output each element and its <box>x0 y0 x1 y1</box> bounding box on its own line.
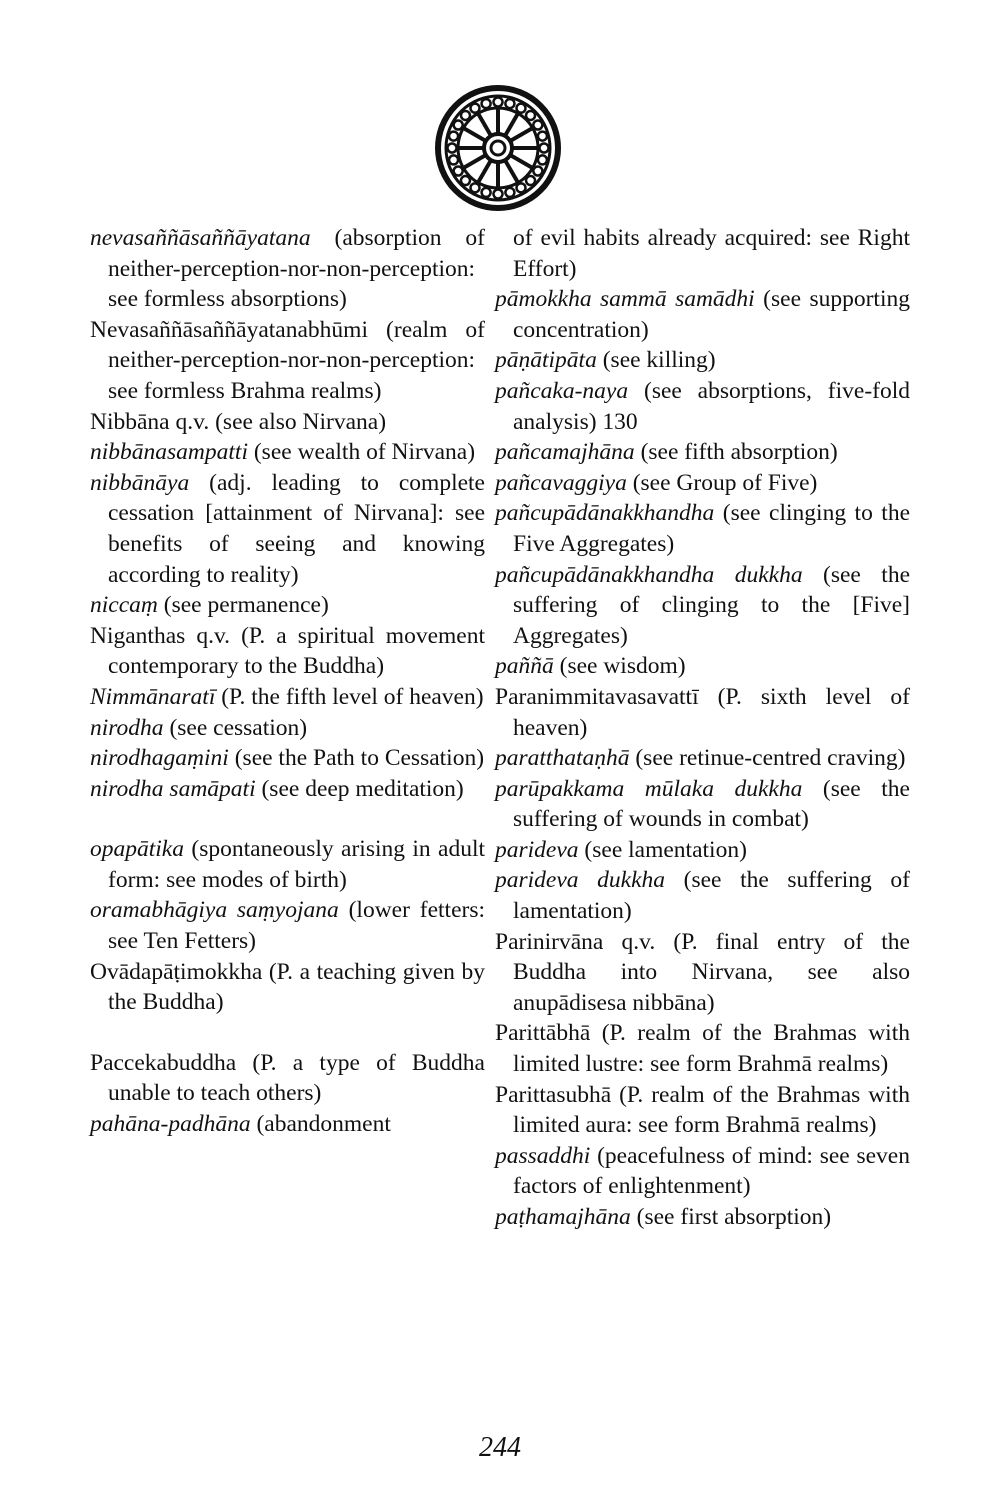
entry-gap <box>90 1018 485 1048</box>
glossary-term: Ovādapāṭimokkha <box>90 958 263 985</box>
glossary-term: parideva dukkha <box>495 867 666 894</box>
glossary-term: pāṇātipāta <box>495 347 597 374</box>
glossary-term: niccaṃ <box>90 592 158 619</box>
glossary-definition: (P. sixth level of heaven) <box>513 683 910 741</box>
glossary-entry <box>90 1109 485 1140</box>
glossary-term: paṭhamajhāna <box>495 1204 631 1230</box>
glossary-definition: (absorption of neither-perception-nor-non-perception: see formless absorptions) <box>108 225 485 313</box>
glossary-definition: (realm of neither-perception-nor-non-perception: see formless Brahma realms) <box>108 316 485 404</box>
glossary-definition: q.v. (P. a spiritual movement contemporary to the Buddha) <box>108 622 485 680</box>
glossary-entry <box>495 743 910 774</box>
glossary-term: Niganthas <box>90 622 186 649</box>
glossary-entry <box>495 560 910 652</box>
glossary-term: pañcavaggiya <box>495 469 627 496</box>
glossary-entry <box>495 437 910 468</box>
glossary-entry <box>90 834 485 895</box>
glossary-entry <box>495 774 910 835</box>
glossary-term: paññā <box>495 653 554 680</box>
glossary-definition: (see fifth absorption) <box>634 439 838 466</box>
glossary-term: Paccekabuddha <box>90 1049 237 1076</box>
glossary-term: Parittābhā <box>495 1020 591 1047</box>
glossary-definition: (lower fetters: see Ten Fetters) <box>108 897 486 955</box>
glossary-definition: (P. realm of the Brahmas with limited aura: see form Brahmā realms) <box>513 1081 910 1139</box>
glossary-term: Paranimmitavasavattī <box>495 683 699 710</box>
glossary-definition: (P. realm of the Brahmas with limited lustre: see form Brahmā realms) <box>513 1020 910 1078</box>
glossary-term: opapātika <box>90 836 184 863</box>
glossary-entry <box>90 957 485 1018</box>
glossary-entry <box>90 682 485 713</box>
glossary-entry <box>90 315 485 407</box>
glossary-term: nevasaññāsaññāyatana <box>90 225 311 251</box>
glossary-entry <box>90 713 485 744</box>
dharma-wheel-icon <box>434 84 562 212</box>
glossary-definition: (see Group of Five) <box>626 469 818 496</box>
glossary-term: parūpakkama mūlaka dukkha <box>495 775 803 802</box>
glossary-entry <box>495 498 910 559</box>
glossary-definition: (P. a teaching given by the Buddha) <box>108 958 485 1016</box>
glossary-entry <box>90 895 485 956</box>
glossary-definition: (P. the fifth level of heaven) <box>215 683 484 710</box>
glossary-term: nibbānasampatti <box>90 439 248 466</box>
glossary-term: nirodha <box>90 714 164 741</box>
glossary-entry <box>90 407 485 438</box>
glossary-term: pāmokkha sammā samādhi <box>495 286 755 313</box>
glossary-definition: (see wealth of Nirvana) <box>247 439 476 466</box>
glossary-entry <box>495 1018 910 1079</box>
glossary-definition: (peacefulness of mind: see seven factors of enlightenment) <box>513 1142 910 1200</box>
glossary-entry <box>495 1202 910 1233</box>
glossary-definition: (see cessation) <box>163 714 308 741</box>
glossary-definition: (see supporting concentration) <box>513 286 910 343</box>
glossary-definition: (see absorptions, five-fold analysis) 130 <box>513 377 910 435</box>
left-column <box>90 223 485 1140</box>
glossary-entry <box>495 345 910 376</box>
right-column <box>495 223 910 1233</box>
glossary-definition: (see the suffering of lamentation) <box>513 867 910 925</box>
glossary-term: nirodha samāpati <box>90 775 256 802</box>
glossary-entry <box>90 468 485 590</box>
glossary-definition: (see clinging to the Five Aggregates) <box>513 500 910 557</box>
glossary-definition: (see wisdom) <box>553 653 686 680</box>
glossary-term: Parinirvāna <box>495 928 604 955</box>
glossary-term: Nibbāna <box>90 408 170 435</box>
glossary-entry <box>90 590 485 621</box>
glossary-term: pahāna-padhāna <box>90 1111 251 1138</box>
glossary-definition: (adj. leading to complete cessation [attainment of Nirvana]: see benefits of seeing and knowing according to reality) <box>108 469 485 588</box>
glossary-entry <box>90 743 485 774</box>
glossary-definition: (see retinue-centred craving) <box>629 745 906 772</box>
glossary-entry <box>495 468 910 499</box>
glossary-entry <box>495 682 910 743</box>
glossary-term: oramabhāgiya saṃyojana <box>90 897 339 924</box>
glossary-term: parideva <box>495 836 579 863</box>
glossary-entry <box>495 1080 910 1141</box>
glossary-entry <box>90 621 485 682</box>
page-number: 244 <box>479 1432 521 1463</box>
glossary-term: pañcaka-naya <box>495 377 629 404</box>
entry-gap <box>90 804 485 834</box>
glossary-entry <box>495 223 910 284</box>
glossary-definition: (spontaneously arising in adult form: see modes of birth) <box>108 836 485 893</box>
glossary-definition: (P. a type of Buddha unable to teach others) <box>108 1049 485 1107</box>
glossary-entry <box>90 774 485 805</box>
glossary-entry <box>495 284 910 345</box>
glossary-term: pañcupādānakkhandha dukkha <box>495 561 803 588</box>
glossary-definition: (see killing) <box>596 347 716 374</box>
glossary-definition: q.v. (see also Nirvana) <box>169 408 387 435</box>
glossary-definition: (see lamentation) <box>578 836 747 863</box>
glossary-term: Nimmānaratī <box>90 683 216 710</box>
glossary-term: Parittasubhā <box>495 1081 612 1108</box>
glossary-definition: (see first absorption) <box>630 1204 832 1230</box>
glossary-term: paratthataṇhā <box>495 745 630 772</box>
glossary-definition: q.v. (P. final entry of the Buddha into Nirvana, see also anupādisesa nibbāna) <box>513 928 910 1016</box>
glossary-term: passaddhi <box>495 1142 591 1169</box>
glossary-entry <box>90 1048 485 1109</box>
glossary-entry <box>495 651 910 682</box>
glossary-definition: (see the suffering of clinging to the [Five] Aggregates) <box>513 561 910 649</box>
glossary-entry <box>90 223 485 315</box>
glossary-term: pañcamajhāna <box>495 439 635 466</box>
glossary-term: Nevasaññāsaññāyatanabhūmi <box>90 316 368 343</box>
glossary-definition: (see the suffering of wounds in combat) <box>513 775 910 833</box>
glossary-term: nirodhagaṃini <box>90 745 229 772</box>
glossary-term: nibbānāya <box>90 469 190 496</box>
glossary-entry <box>495 865 910 926</box>
glossary-definition: (see deep meditation) <box>255 775 464 802</box>
glossary-entry <box>495 1141 910 1202</box>
glossary-entry <box>90 437 485 468</box>
glossary-term: pañcupādānakkhandha <box>495 500 715 527</box>
glossary-entry <box>495 835 910 866</box>
glossary-definition: (see the Path to Cessation) <box>228 745 485 772</box>
glossary-definition: (see permanence) <box>157 592 329 619</box>
glossary-entry <box>495 927 910 1019</box>
glossary-definition: of evil habits already acquired: see Right Effort) <box>513 225 910 282</box>
glossary-definition: (abandonment <box>250 1111 391 1138</box>
glossary-entry <box>495 376 910 437</box>
